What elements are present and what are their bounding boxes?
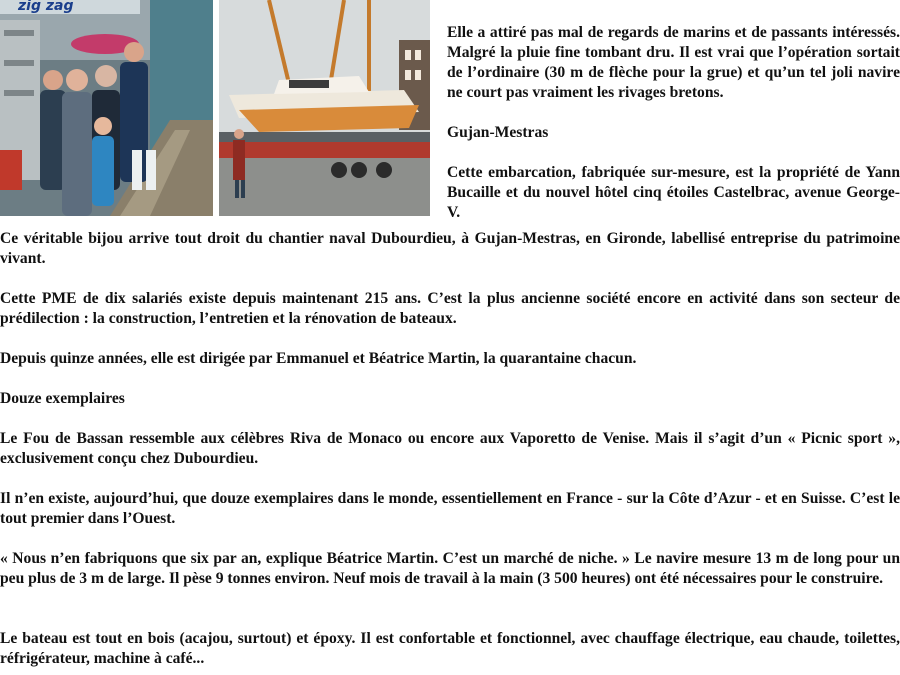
paragraph-regards: Elle a attiré pas mal de regards de marins et de passants intéressés. Malgré la pluie fine tombant dru. Il est vrai que l’opération sortait de l’ordinaire (30 m de flèche pour la grue) et qu’un tel joli navire ne court pas vraiment les rivages bretons.: [447, 24, 900, 101]
paragraph-douze-exemplaires: Il n’en existe, aujourd’hui, que douze exemplaires dans le monde, essentiellement en France - sur la Côte d’Azur - et en Suisse. C’est le tout premier dans l’Ouest.: [0, 490, 900, 527]
quay-people-photo: [0, 0, 213, 216]
boat-crane-photo: [219, 0, 430, 216]
paragraph-quinze-annees: Depuis quinze années, elle est dirigée par Emmanuel et Béatrice Martin, la quarantaine chacun.: [0, 350, 637, 367]
subheading-gujan-mestras: Gujan-Mestras: [447, 124, 549, 141]
paragraph-embarcation: Cette embarcation, fabriquée sur-mesure, est la propriété de Yann Bucaille et du nouvel hôtel cinq étoiles Castelbrac, avenue George-V.: [447, 164, 900, 221]
photo1-sign-text: zig zag: [18, 0, 74, 14]
subheading-douze-exemplaires: Douze exemplaires: [0, 390, 125, 407]
paragraph-pme: Cette PME de dix salariés existe depuis maintenant 215 ans. C’est la plus ancienne société encore en activité dans son secteur de prédilection : la construction, l’entretien et la rénovation de bateaux.: [0, 290, 900, 327]
paragraph-six-par-an: « Nous n’en fabriquons que six par an, explique Béatrice Martin. C’est un marché de niche. » Le navire mesure 13 m de long pour un peu plus de 3 m de large. Il pèse 9 tonnes environ. Neuf mois de travail à la main (3 500 heures) ont été nécessaires pour le construire.: [0, 550, 900, 587]
paragraph-fou-de-bassan: Le Fou de Bassan ressemble aux célèbres Riva de Monaco ou encore aux Vaporetto de Venise. Mais il s’agit d’un « Picnic sport », exclusivement conçu chez Dubourdieu.: [0, 430, 900, 467]
paragraph-bijou: Ce véritable bijou arrive tout droit du chantier naval Dubourdieu, à Gujan-Mestras, en Gironde, labellisé entreprise du patrimoine vivant.: [0, 230, 900, 267]
paragraph-bois-epoxy: Le bateau est tout en bois (acajou, surtout) et époxy. Il est confortable et fonctionnel, avec chauffage électrique, eau chaude, toilettes, réfrigérateur, machine à café...: [0, 630, 900, 667]
